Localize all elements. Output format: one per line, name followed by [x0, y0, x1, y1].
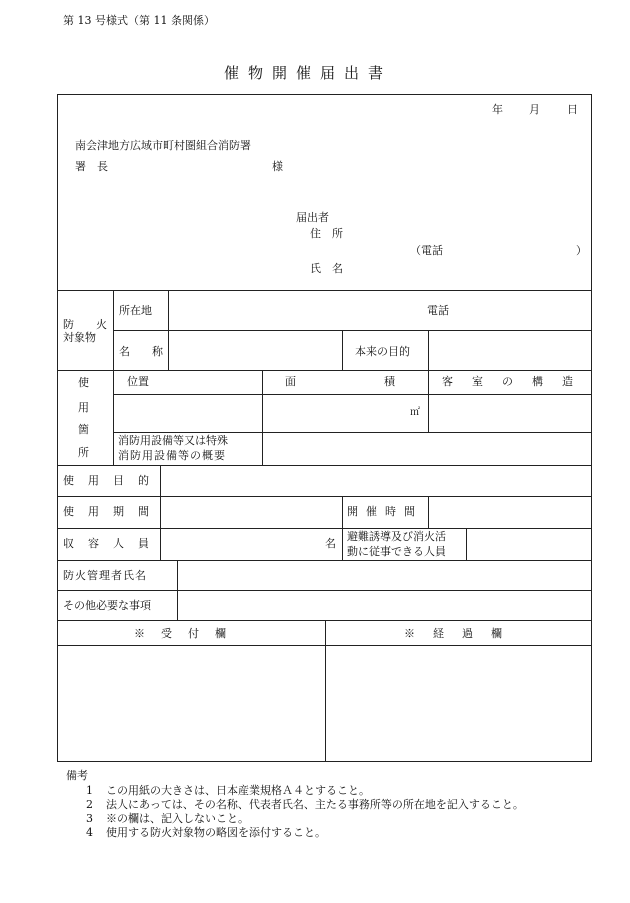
divider-line: [262, 370, 263, 465]
evac-line1: 避難誘導及び消火活: [347, 530, 446, 543]
applicant-address: 住 所: [310, 227, 343, 240]
addressee-chief: 署 長: [75, 160, 108, 173]
receipt-column-header: ※受付欄: [134, 627, 242, 640]
usage-room-label: 客室の構造: [442, 375, 592, 388]
progress-column-header: ※経過欄: [404, 627, 520, 640]
target-phone-label: 電話: [427, 304, 449, 317]
form-number: 第 13 号様式（第 11 条関係）: [63, 14, 215, 27]
note-number: 3: [86, 812, 93, 825]
divider-line: [113, 432, 592, 433]
divider-line: [113, 290, 114, 465]
event-time-label: 開催時間: [347, 505, 423, 518]
other-label: その他必要な事項: [63, 599, 151, 612]
note-text: ※の欄は、記入しないこと。: [106, 812, 249, 825]
addressee-org: 南会津地方広域市町村圏組合消防署: [75, 139, 251, 152]
divider-line: [57, 465, 592, 466]
divider-line: [113, 330, 592, 331]
date-year: 年: [492, 103, 503, 116]
divider-line: [57, 370, 592, 371]
date-day: 日: [567, 103, 578, 116]
usage-position-label: 位置: [127, 375, 149, 388]
applicant-name: 氏 名: [310, 262, 343, 275]
target-location-label: 所在地: [119, 304, 152, 317]
usage-side-char: 使: [78, 376, 89, 389]
note-text: この用紙の大きさは、日本産業規格Ａ４とすること。: [106, 784, 370, 797]
addressee-sama: 様: [272, 160, 283, 173]
applicant-phone-open: （電話: [410, 244, 443, 257]
date-month: 月: [529, 103, 540, 116]
divider-line: [57, 496, 592, 497]
divider-line: [428, 496, 429, 528]
target-label-line2: 対象物: [63, 331, 96, 344]
usage-area-unit: ㎡: [410, 407, 420, 418]
usage-side-char: 箇: [78, 423, 89, 436]
capacity-label: 収容人員: [63, 537, 163, 550]
divider-line: [57, 290, 592, 291]
usage-equipment-line2: 消防用設備等の概要: [118, 449, 226, 462]
divider-line: [342, 496, 343, 560]
page-title: 催物開催届出書: [224, 64, 393, 82]
note-text: 法人にあっては、その名称、代表者氏名、主たる事務所等の所在地を記入すること。: [106, 798, 524, 811]
divider-line: [57, 560, 592, 561]
note-number: 1: [86, 784, 93, 797]
target-name-label: 名 称: [119, 345, 163, 358]
target-label-line1: 防 火: [63, 318, 107, 331]
divider-line: [177, 560, 178, 620]
note-number: 2: [86, 798, 93, 811]
target-purpose-label: 本来の目的: [355, 345, 410, 358]
divider-line: [342, 330, 343, 370]
divider-line: [466, 528, 467, 560]
usage-side-char: 用: [78, 401, 89, 414]
divider-line: [57, 590, 592, 591]
fire-manager-label: 防火管理者氏名: [63, 569, 147, 582]
applicant-phone-close: ）: [576, 244, 587, 257]
usage-area-label: 面積: [285, 375, 483, 388]
capacity-unit: 名: [325, 537, 336, 550]
divider-line: [168, 290, 169, 370]
evac-line2: 動に従事できる人員: [347, 545, 446, 558]
usage-equipment-line1: 消防用設備等又は特殊: [118, 434, 228, 447]
note-number: 4: [86, 826, 93, 839]
usage-side-char: 所: [78, 446, 89, 459]
divider-line: [325, 620, 326, 762]
note-text: 使用する防火対象物の略図を添付すること。: [106, 826, 326, 839]
divider-line: [57, 528, 592, 529]
use-period-label: 使用期間: [63, 505, 163, 518]
applicant-label: 届出者: [296, 211, 329, 224]
notes-heading: 備考: [66, 769, 88, 782]
divider-line: [113, 394, 592, 395]
use-purpose-label: 使用目的: [63, 474, 163, 487]
divider-line: [428, 330, 429, 370]
